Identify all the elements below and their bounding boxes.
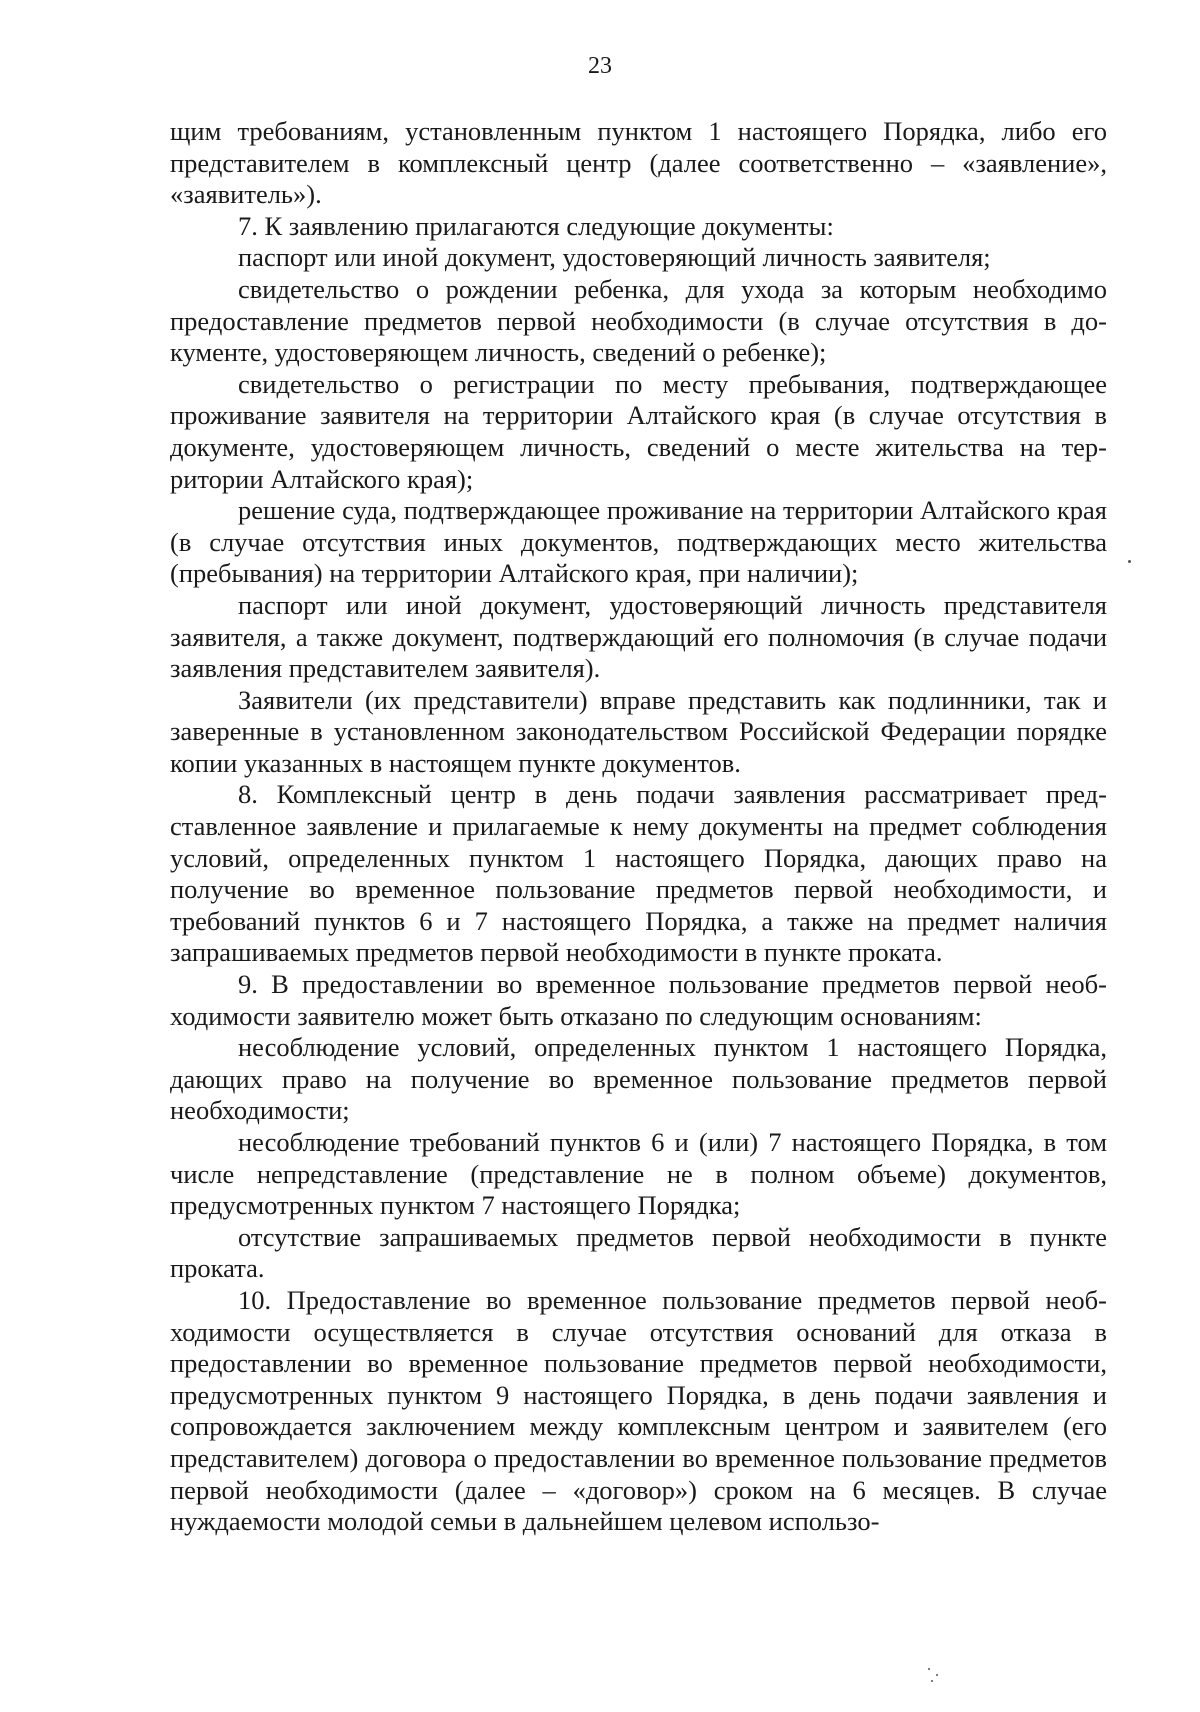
paragraph: отсутствие запрашиваемых предметов первой необходимости в пункте проката. — [170, 1221, 1107, 1284]
paragraph: свидетельство о рождении ребенка, для ухода за которым необходимо предоставление предметов первой необходимости (в случае отсутствия в документе, удостоверяющем личность, сведений о ребенке); — [170, 273, 1107, 368]
paragraph: свидетельство о регистрации по месту пребывания, подтверждающее проживание заявителя на территории Алтайского края (в случае отсутствия в документе, удостоверяющем личность, сведений о месте жительства на территории Алтайского края); — [170, 368, 1107, 494]
paragraph: паспорт или иной документ, удостоверяющий личность представителя заявителя, а также документ, подтверждающий его полномочия (в случае подачи заявления представителем заявителя). — [170, 589, 1107, 684]
paragraph: Заявители (их представители) вправе представить как подлинники, так и заверенные в установленном законодательством Российской Федерации порядке копии указанных в настоящем пункте документов. — [170, 684, 1107, 778]
paragraph: несоблюдение условий, определенных пунктом 1 настоящего Порядка, дающих право на получение во временное пользование предметов первой необходимости; — [170, 1032, 1107, 1126]
page-number: 23 — [588, 53, 612, 79]
document-body — [170, 116, 1107, 1538]
paragraph: 8. Комплексный центр в день подачи заявления рассматривает представленное заявление и прилагаемые к нему документы на предмет соблюдения условий, определенных пунктом 1 настоящего Порядка, дающих право на получение во временное пользование предметов первой необходимости, и требований пунктов 6 и 7 настоящего Порядка, а также на предмет наличия запрашиваемых предметов первой необходимости в пункте проката. — [170, 779, 1107, 968]
scan-speck — [936, 1674, 938, 1676]
paragraph: 9. В предоставлении во временное пользование предметов первой необходимости заявителю может быть отказано по следующим основаниям: — [170, 969, 1107, 1031]
scan-speck — [1128, 560, 1131, 563]
paragraph: 7. К заявлению прилагаются следующие документы: — [238, 210, 834, 241]
scan-speck — [928, 1668, 930, 1670]
paragraph: 10. Предоставление во временное пользование предметов первой необходимости осуществляется в случае отсутствия оснований для отказа в предоставлении во временное пользование предметов первой необходимости, предусмотренных пунктом 9 настоящего Порядка, в день подачи заявления и сопровождается заключением между комплексным центром и заявителем (его представителем) договора о предоставлении во временное пользование предметов первой необходимости (далее – «договор») сроком на 6 месяцев. В случае нуждаемости молодой семьи в дальнейшем целевом использо- — [170, 1284, 1107, 1537]
paragraph: паспорт или иной документ, удостоверяющий личность заявителя; — [238, 242, 991, 273]
paragraph: щим требованиям, установленным пунктом 1 настоящего Порядка, либо его представителем в комплексный центр (далее соответственно – «заявление», «заявитель»). — [170, 116, 1107, 210]
paragraph: решение суда, подтверждающее проживание на территории Алтайского края (в случае отсутствия иных документов, подтверждающих место жительства (пребывания) на территории Алтайского края, при наличии); — [170, 495, 1107, 589]
paragraph: несоблюдение требований пунктов 6 и (или) 7 настоящего Порядка, в том числе непредставление (представление не в полном объеме) документов, предусмотренных пунктом 7 настоящего Порядка; — [170, 1127, 1107, 1221]
scan-speck — [931, 1680, 933, 1682]
